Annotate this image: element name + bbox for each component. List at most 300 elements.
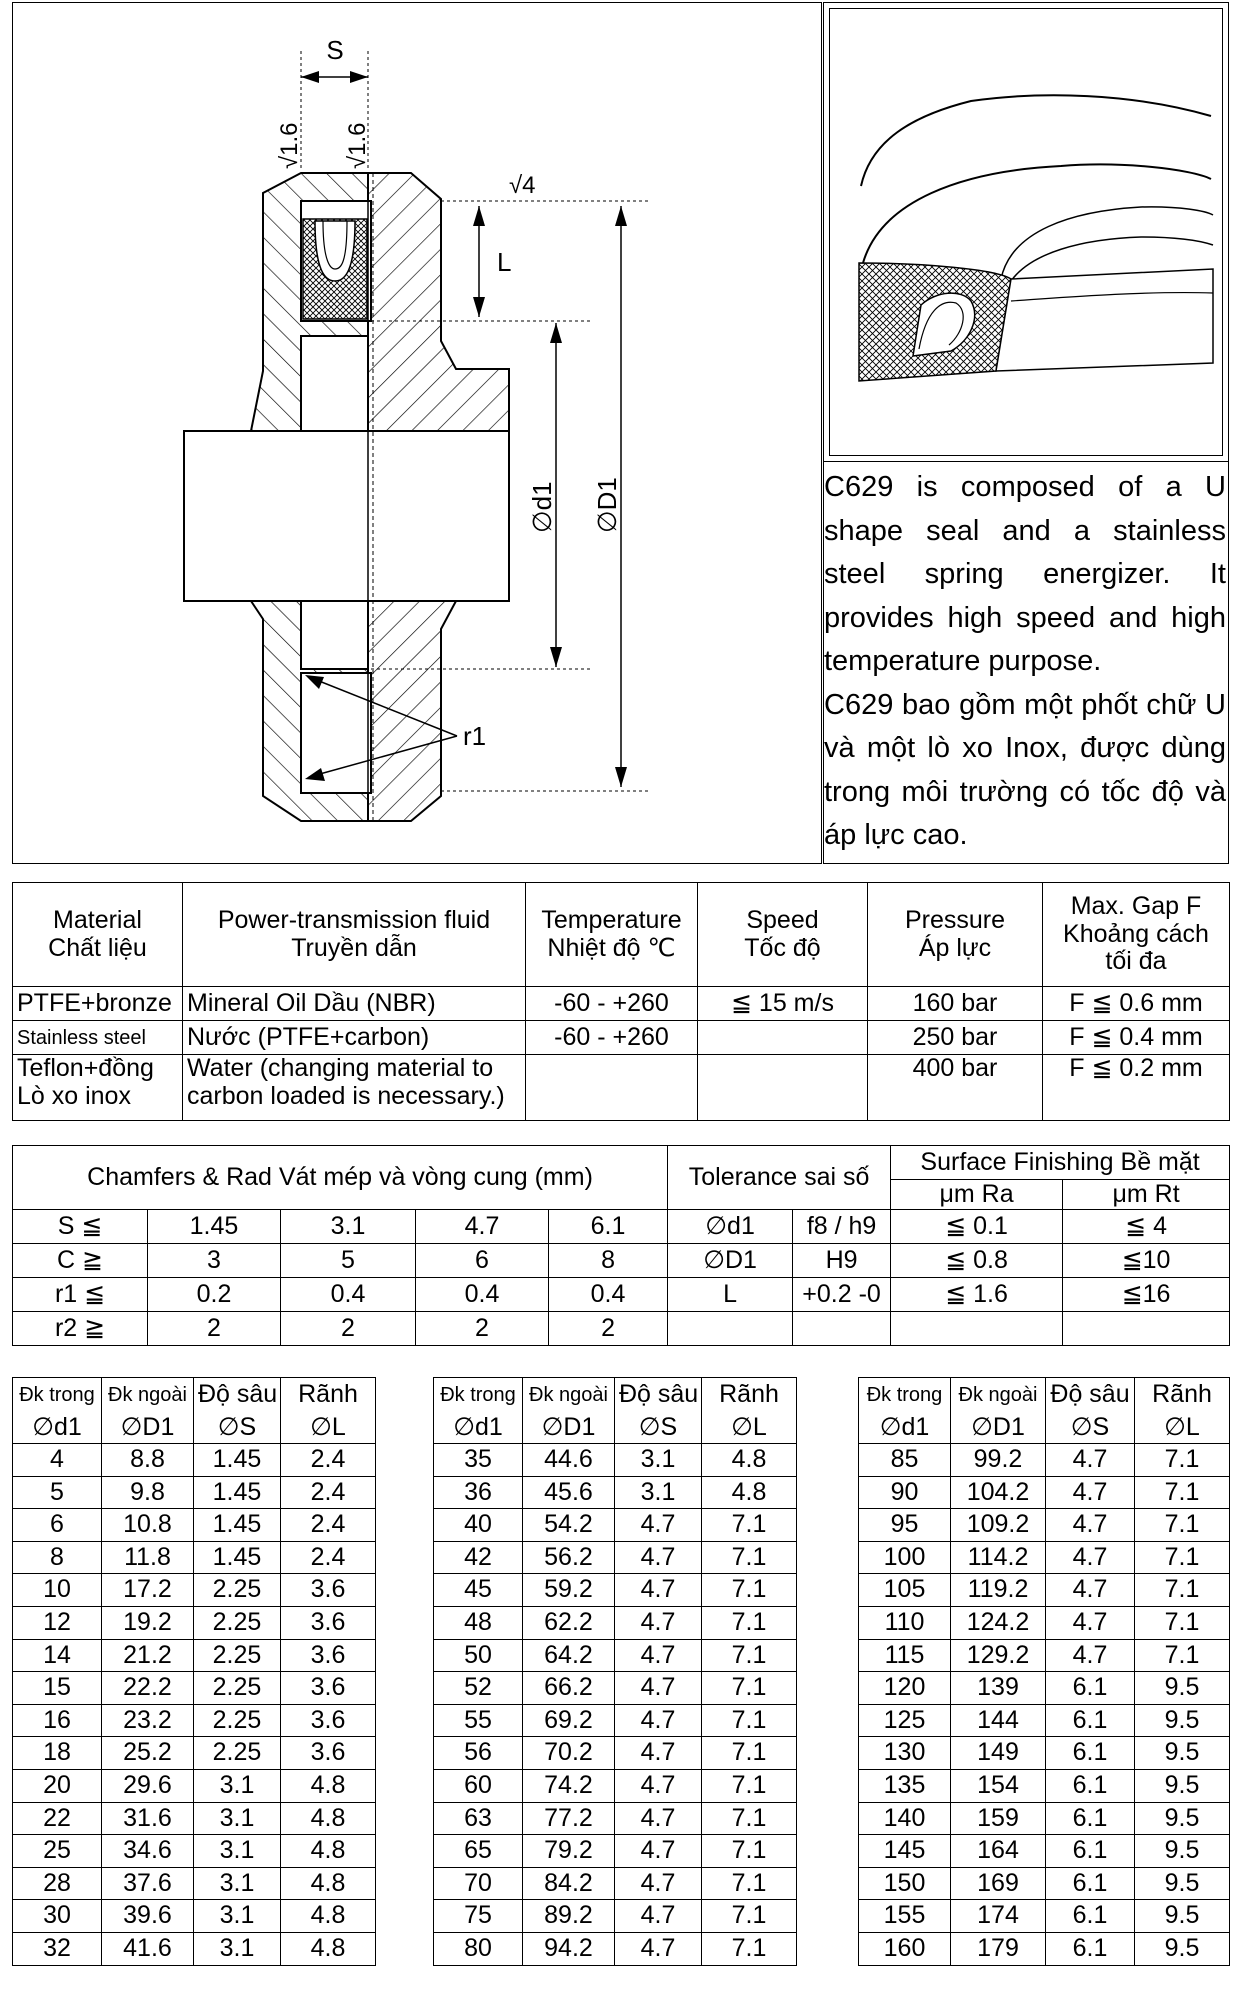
table-row — [859, 1769, 1230, 1802]
table-row — [13, 1541, 376, 1574]
size-cell: 7.1 — [702, 1932, 797, 1965]
fluid-cell: Mineral Oil Dầu (NBR) — [183, 987, 526, 1021]
surface-ra: ≦ 1.6 — [891, 1278, 1063, 1312]
size-header: Độ sâu — [194, 1378, 281, 1412]
table-row — [859, 1802, 1230, 1835]
tolerance-name: ∅d1 — [668, 1210, 793, 1244]
table-row — [13, 1444, 376, 1477]
size-cell: 1.45 — [194, 1476, 281, 1509]
size-cell: 7.1 — [702, 1900, 797, 1933]
size-cell: 3.1 — [194, 1932, 281, 1965]
size-cell: 2.4 — [281, 1509, 376, 1542]
size-cell: 25.2 — [102, 1737, 194, 1770]
size-cell: 55 — [434, 1704, 523, 1737]
size-cell: 4.7 — [615, 1867, 702, 1900]
header-pressure: Pressure Áp lực — [868, 883, 1043, 987]
table-row — [434, 1574, 797, 1607]
size-cell: 140 — [859, 1802, 951, 1835]
size-cell: 159 — [951, 1802, 1046, 1835]
size-cell: 62.2 — [523, 1606, 615, 1639]
size-cell: 109.2 — [951, 1509, 1046, 1542]
size-cell: 4.7 — [615, 1900, 702, 1933]
size-cell: 169 — [951, 1867, 1046, 1900]
size-cell: 35 — [434, 1444, 523, 1477]
gap-cell: F ≦ 0.2 mm — [1043, 1055, 1230, 1121]
size-cell: 124.2 — [951, 1606, 1046, 1639]
table-row — [434, 1639, 797, 1672]
u-seal — [303, 219, 367, 319]
table-row — [13, 1835, 376, 1868]
header-temperature: Temperature Nhiệt độ ℃ — [526, 883, 698, 987]
size-header: Đk ngoài — [951, 1378, 1046, 1412]
size-cell: 4.8 — [281, 1802, 376, 1835]
material-cell: PTFE+bronze — [13, 987, 183, 1021]
size-cell: 7.1 — [702, 1769, 797, 1802]
size-cell: 4.7 — [615, 1672, 702, 1705]
table-row — [859, 1509, 1230, 1542]
size-cell: 70.2 — [523, 1737, 615, 1770]
size-cell: 4.7 — [615, 1932, 702, 1965]
size-cell: 60 — [434, 1769, 523, 1802]
dim-s-label: S — [326, 35, 344, 65]
size-cell: 6.1 — [1046, 1704, 1135, 1737]
surface-rt: ≦ 4 — [1063, 1210, 1230, 1244]
table-row — [434, 1672, 797, 1705]
size-cell: 129.2 — [951, 1639, 1046, 1672]
size-cell: 37.6 — [102, 1867, 194, 1900]
size-cell: 9.5 — [1135, 1769, 1230, 1802]
tolerance-value: f8 / h9 — [793, 1210, 891, 1244]
dim-D1-label: ∅D1 — [592, 477, 622, 533]
gap-cell: F ≦ 0.6 mm — [1043, 987, 1230, 1021]
size-cell: 6.1 — [1046, 1932, 1135, 1965]
speed-cell: ≦ 15 m/s — [698, 987, 868, 1021]
size-cell: 6.1 — [1046, 1672, 1135, 1705]
size-cell: 9.5 — [1135, 1900, 1230, 1933]
tolerance-value — [793, 1312, 891, 1346]
size-cell: 10.8 — [102, 1509, 194, 1542]
size-subheader: ∅S — [1046, 1412, 1135, 1444]
size-cell: 110 — [859, 1606, 951, 1639]
pressure-cell: 400 bar — [868, 1055, 1043, 1121]
table-row — [859, 1704, 1230, 1737]
table-row — [13, 1737, 376, 1770]
size-cell: 63 — [434, 1802, 523, 1835]
size-cell: 6.1 — [1046, 1900, 1135, 1933]
chamfer-value: 0.2 — [148, 1278, 281, 1312]
size-cell: 114.2 — [951, 1541, 1046, 1574]
size-cell: 6.1 — [1046, 1867, 1135, 1900]
surface-ra: ≦ 0.1 — [891, 1210, 1063, 1244]
size-cell: 2.4 — [281, 1541, 376, 1574]
size-cell: 40 — [434, 1509, 523, 1542]
size-cell: 135 — [859, 1769, 951, 1802]
size-cell: 8 — [13, 1541, 102, 1574]
chamfer-value: 4.7 — [416, 1210, 549, 1244]
table-row — [859, 1476, 1230, 1509]
size-cell: 3.1 — [194, 1867, 281, 1900]
chamfer-label: S ≦ — [13, 1210, 148, 1244]
table-row — [13, 1476, 376, 1509]
header-gap: Max. Gap F Khoảng cách tối đa — [1043, 883, 1230, 987]
roughness-left-label: √1.6 — [276, 122, 303, 169]
material-cell: Teflon+đồng Lò xo inox — [13, 1055, 183, 1121]
table-row — [13, 1509, 376, 1542]
size-cell: 145 — [859, 1835, 951, 1868]
table-row — [13, 1672, 376, 1705]
size-cell: 30 — [13, 1900, 102, 1933]
size-cell: 65 — [434, 1835, 523, 1868]
shaft-bore — [184, 431, 509, 601]
table-row — [859, 1932, 1230, 1965]
size-cell: 4.7 — [1046, 1509, 1135, 1542]
header-rt: μm Rt — [1063, 1180, 1230, 1210]
size-cell: 9.5 — [1135, 1835, 1230, 1868]
size-cell: 9.5 — [1135, 1932, 1230, 1965]
chamfer-value: 5 — [281, 1244, 416, 1278]
size-cell: 7.1 — [702, 1574, 797, 1607]
size-cell: 39.6 — [102, 1900, 194, 1933]
size-cell: 56 — [434, 1737, 523, 1770]
table-row — [434, 1476, 797, 1509]
size-cell: 56.2 — [523, 1541, 615, 1574]
table-row — [859, 1444, 1230, 1477]
size-cell: 100 — [859, 1541, 951, 1574]
size-cell: 2.4 — [281, 1444, 376, 1477]
size-cell: 94.2 — [523, 1932, 615, 1965]
size-cell: 7.1 — [1135, 1639, 1230, 1672]
size-cell: 7.1 — [1135, 1574, 1230, 1607]
table-row — [434, 1606, 797, 1639]
chamfer-value: 0.4 — [416, 1278, 549, 1312]
size-cell: 1.45 — [194, 1444, 281, 1477]
size-cell: 3.6 — [281, 1639, 376, 1672]
table-row — [13, 1769, 376, 1802]
size-cell: 4.7 — [615, 1802, 702, 1835]
size-cell: 48 — [434, 1606, 523, 1639]
size-header: Rãnh — [1135, 1378, 1230, 1412]
table-row — [434, 1932, 797, 1965]
table-row — [13, 1900, 376, 1933]
chamfer-value: 0.4 — [281, 1278, 416, 1312]
table-row — [434, 1900, 797, 1933]
size-cell: 41.6 — [102, 1932, 194, 1965]
size-cell: 7.1 — [702, 1672, 797, 1705]
size-table-3 — [858, 1377, 1230, 1966]
size-cell: 5 — [13, 1476, 102, 1509]
size-cell: 7.1 — [702, 1835, 797, 1868]
size-cell: 54.2 — [523, 1509, 615, 1542]
size-cell: 14 — [13, 1639, 102, 1672]
table-row — [859, 1900, 1230, 1933]
size-cell: 4.7 — [1046, 1574, 1135, 1607]
size-cell: 52 — [434, 1672, 523, 1705]
seal-image-frame — [823, 2, 1229, 462]
table-row — [434, 1704, 797, 1737]
size-cell: 144 — [951, 1704, 1046, 1737]
table-row — [13, 1932, 376, 1965]
size-cell: 7.1 — [702, 1639, 797, 1672]
table-row — [434, 1769, 797, 1802]
size-subheader: ∅d1 — [13, 1412, 102, 1444]
fluid-cell: Water (changing material to carbon loaded is necessary.) — [183, 1055, 526, 1121]
size-header: Đk ngoài — [102, 1378, 194, 1412]
chamfer-value: 2 — [416, 1312, 549, 1346]
header-material: Material Chất liệu — [13, 883, 183, 987]
size-cell: 6.1 — [1046, 1802, 1135, 1835]
header-speed: Speed Tốc độ — [698, 883, 868, 987]
size-subheader: ∅L — [1135, 1412, 1230, 1444]
size-cell: 4.7 — [1046, 1476, 1135, 1509]
table-row — [13, 1704, 376, 1737]
size-cell: 2.25 — [194, 1606, 281, 1639]
size-cell: 90 — [859, 1476, 951, 1509]
size-cell: 125 — [859, 1704, 951, 1737]
size-cell: 15 — [13, 1672, 102, 1705]
size-cell: 7.1 — [702, 1737, 797, 1770]
size-cell: 9.5 — [1135, 1802, 1230, 1835]
size-cell: 21.2 — [102, 1639, 194, 1672]
table-row — [434, 1444, 797, 1477]
size-cell: 3.1 — [194, 1900, 281, 1933]
size-cell: 70 — [434, 1867, 523, 1900]
size-cell: 12 — [13, 1606, 102, 1639]
size-cell: 59.2 — [523, 1574, 615, 1607]
size-cell: 174 — [951, 1900, 1046, 1933]
cross-section-drawing — [13, 3, 820, 862]
chamfer-value: 2 — [148, 1312, 281, 1346]
size-cell: 4 — [13, 1444, 102, 1477]
size-cell: 2.4 — [281, 1476, 376, 1509]
table-row — [434, 1541, 797, 1574]
size-cell: 139 — [951, 1672, 1046, 1705]
size-cell: 25 — [13, 1835, 102, 1868]
size-subheader: ∅d1 — [434, 1412, 523, 1444]
size-cell: 31.6 — [102, 1802, 194, 1835]
size-cell: 32 — [13, 1932, 102, 1965]
size-cell: 7.1 — [1135, 1541, 1230, 1574]
size-cell: 1.45 — [194, 1509, 281, 1542]
size-cell: 4.7 — [615, 1835, 702, 1868]
size-cell: 4.7 — [615, 1769, 702, 1802]
description-frame — [823, 462, 1229, 864]
size-cell: 115 — [859, 1639, 951, 1672]
table-row — [13, 1867, 376, 1900]
chamfer-value: 0.4 — [549, 1278, 668, 1312]
speed-cell — [698, 1055, 868, 1121]
size-cell: 66.2 — [523, 1672, 615, 1705]
table-row — [13, 1639, 376, 1672]
roughness-top-label: √4 — [509, 172, 536, 199]
table-row — [13, 1606, 376, 1639]
size-cell: 4.7 — [1046, 1606, 1135, 1639]
size-cell: 9.5 — [1135, 1737, 1230, 1770]
size-cell: 3.6 — [281, 1704, 376, 1737]
size-cell: 4.7 — [615, 1639, 702, 1672]
material-table — [12, 882, 1230, 1121]
size-cell: 7.1 — [702, 1509, 797, 1542]
size-cell: 4.7 — [615, 1737, 702, 1770]
size-cell: 9.8 — [102, 1476, 194, 1509]
size-cell: 95 — [859, 1509, 951, 1542]
size-cell: 9.5 — [1135, 1672, 1230, 1705]
table-row — [434, 1867, 797, 1900]
size-cell: 4.8 — [702, 1476, 797, 1509]
size-cell: 3.1 — [194, 1835, 281, 1868]
size-cell: 44.6 — [523, 1444, 615, 1477]
size-cell: 104.2 — [951, 1476, 1046, 1509]
size-cell: 4.7 — [615, 1509, 702, 1542]
size-header: Độ sâu — [615, 1378, 702, 1412]
size-cell: 9.5 — [1135, 1704, 1230, 1737]
size-subheader: ∅L — [702, 1412, 797, 1444]
size-cell: 6 — [13, 1509, 102, 1542]
size-subheader: ∅S — [615, 1412, 702, 1444]
header-tolerance: Tolerance sai số — [668, 1146, 891, 1210]
size-cell: 7.1 — [702, 1802, 797, 1835]
size-cell: 179 — [951, 1932, 1046, 1965]
size-cell: 6.1 — [1046, 1769, 1135, 1802]
size-cell: 50 — [434, 1639, 523, 1672]
size-cell: 2.25 — [194, 1704, 281, 1737]
description-vi: C629 bao gồm một phốt chữ U và một lò xo Inox, được dùng trong môi trường có tốc độ và áp lực cao. — [824, 688, 1226, 851]
table-row — [434, 1802, 797, 1835]
size-cell: 22.2 — [102, 1672, 194, 1705]
size-cell: 77.2 — [523, 1802, 615, 1835]
gap-cell: F ≦ 0.4 mm — [1043, 1021, 1230, 1055]
chamfer-value: 6 — [416, 1244, 549, 1278]
size-cell: 20 — [13, 1769, 102, 1802]
size-cell: 4.7 — [1046, 1444, 1135, 1477]
header-chamfers: Chamfers & Rad Vát mép và vòng cung (mm) — [13, 1146, 668, 1210]
size-subheader: ∅D1 — [102, 1412, 194, 1444]
chamfer-row — [13, 1278, 1230, 1312]
table-row — [434, 1509, 797, 1542]
size-cell: 3.6 — [281, 1672, 376, 1705]
size-cell: 105 — [859, 1574, 951, 1607]
size-cell: 3.6 — [281, 1574, 376, 1607]
size-header: Độ sâu — [1046, 1378, 1135, 1412]
size-cell: 7.1 — [1135, 1606, 1230, 1639]
size-cell: 74.2 — [523, 1769, 615, 1802]
size-cell: 7.1 — [1135, 1509, 1230, 1542]
size-cell: 155 — [859, 1900, 951, 1933]
size-cell: 19.2 — [102, 1606, 194, 1639]
size-header: Đk trong — [859, 1378, 951, 1412]
size-cell: 7.1 — [702, 1606, 797, 1639]
size-table-2 — [433, 1377, 797, 1966]
table-row — [13, 1802, 376, 1835]
size-cell: 164 — [951, 1835, 1046, 1868]
table-row — [859, 1672, 1230, 1705]
size-subheader: ∅d1 — [859, 1412, 951, 1444]
chamfer-table — [12, 1145, 1230, 1346]
size-cell: 3.1 — [615, 1476, 702, 1509]
table-row — [13, 1574, 376, 1607]
table-row — [859, 1541, 1230, 1574]
size-cell: 23.2 — [102, 1704, 194, 1737]
size-cell: 36 — [434, 1476, 523, 1509]
chamfer-value: 3.1 — [281, 1210, 416, 1244]
tolerance-value: H9 — [793, 1244, 891, 1278]
size-cell: 7.1 — [702, 1541, 797, 1574]
roughness-right-label: √1.6 — [344, 122, 371, 169]
size-cell: 8.8 — [102, 1444, 194, 1477]
size-cell: 42 — [434, 1541, 523, 1574]
table-row — [859, 1639, 1230, 1672]
size-cell: 45 — [434, 1574, 523, 1607]
size-cell: 4.8 — [281, 1769, 376, 1802]
temperature-cell: -60 - +260 — [526, 1021, 698, 1055]
size-cell: 28 — [13, 1867, 102, 1900]
size-cell: 17.2 — [102, 1574, 194, 1607]
size-subheader: ∅D1 — [951, 1412, 1046, 1444]
r1-label: r1 — [463, 721, 487, 751]
size-cell: 4.7 — [615, 1606, 702, 1639]
chamfer-row — [13, 1210, 1230, 1244]
chamfer-row — [13, 1312, 1230, 1346]
header-ra: μm Ra — [891, 1180, 1063, 1210]
size-cell: 64.2 — [523, 1639, 615, 1672]
size-subheader: ∅L — [281, 1412, 376, 1444]
size-table-1 — [12, 1377, 376, 1966]
size-cell: 7.1 — [702, 1704, 797, 1737]
surface-rt — [1063, 1312, 1230, 1346]
table-row — [859, 1574, 1230, 1607]
size-cell: 130 — [859, 1737, 951, 1770]
size-cell: 3.6 — [281, 1606, 376, 1639]
header-surface: Surface Finishing Bề mặt — [891, 1146, 1230, 1180]
size-cell: 154 — [951, 1769, 1046, 1802]
size-cell: 2.25 — [194, 1672, 281, 1705]
size-cell: 2.25 — [194, 1737, 281, 1770]
size-cell: 7.1 — [702, 1867, 797, 1900]
size-cell: 3.6 — [281, 1737, 376, 1770]
description-en: C629 is composed of a U shape seal and a stainless steel spring energizer. It provides high speed and high temperature purpose. — [824, 471, 1226, 677]
size-cell: 2.25 — [194, 1574, 281, 1607]
chamfer-label: r1 ≦ — [13, 1278, 148, 1312]
size-cell: 3.1 — [615, 1444, 702, 1477]
pressure-cell: 160 bar — [868, 987, 1043, 1021]
size-subheader: ∅S — [194, 1412, 281, 1444]
chamfer-label: C ≧ — [13, 1244, 148, 1278]
size-header: Đk trong — [434, 1378, 523, 1412]
size-cell: 4.8 — [281, 1900, 376, 1933]
size-cell: 89.2 — [523, 1900, 615, 1933]
size-cell: 80 — [434, 1932, 523, 1965]
chamfer-value: 2 — [549, 1312, 668, 1346]
size-cell: 120 — [859, 1672, 951, 1705]
tolerance-name: L — [668, 1278, 793, 1312]
surface-rt: ≦10 — [1063, 1244, 1230, 1278]
size-cell: 79.2 — [523, 1835, 615, 1868]
size-cell: 84.2 — [523, 1867, 615, 1900]
size-cell: 45.6 — [523, 1476, 615, 1509]
size-cell: 4.8 — [702, 1444, 797, 1477]
size-cell: 160 — [859, 1932, 951, 1965]
tolerance-name — [668, 1312, 793, 1346]
chamfer-value: 1.45 — [148, 1210, 281, 1244]
size-cell: 150 — [859, 1867, 951, 1900]
surface-ra: ≦ 0.8 — [891, 1244, 1063, 1278]
size-cell: 4.7 — [615, 1541, 702, 1574]
size-cell: 18 — [13, 1737, 102, 1770]
size-cell: 99.2 — [951, 1444, 1046, 1477]
table-row — [859, 1835, 1230, 1868]
chamfer-label: r2 ≧ — [13, 1312, 148, 1346]
size-cell: 4.8 — [281, 1932, 376, 1965]
surface-ra — [891, 1312, 1063, 1346]
